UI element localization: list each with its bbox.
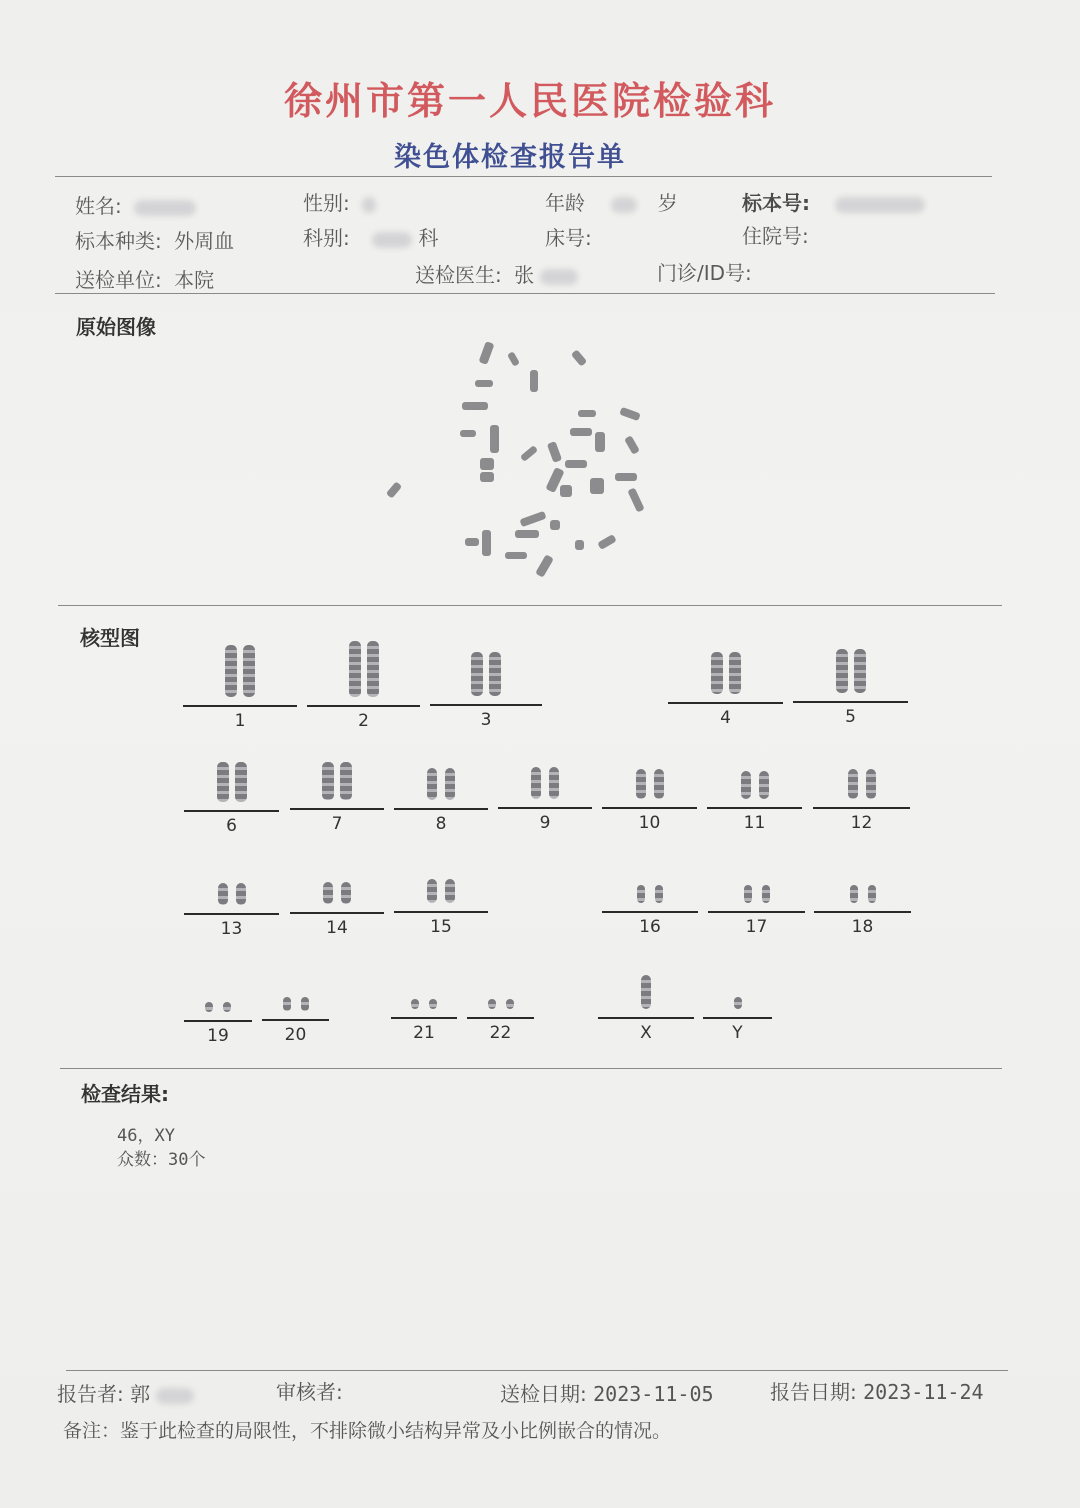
sex-label: 性别: bbox=[303, 191, 350, 215]
original-image-heading: 原始图像 bbox=[76, 315, 156, 339]
karyotype-baseline bbox=[598, 1017, 694, 1019]
chromosome-number: 15 bbox=[430, 917, 452, 937]
age-unit: 岁 bbox=[657, 191, 678, 215]
karyotype-baseline bbox=[391, 1017, 457, 1019]
karyotype-baseline bbox=[707, 807, 802, 809]
reporter-field bbox=[57, 1378, 194, 1407]
report-date-field bbox=[770, 1376, 984, 1405]
chromosome bbox=[655, 885, 663, 903]
chromosome-number: 20 bbox=[284, 1025, 307, 1045]
dept-field bbox=[303, 222, 438, 251]
image-divider bbox=[58, 605, 1002, 606]
karyotype-baseline bbox=[290, 808, 384, 810]
chromosome bbox=[301, 997, 309, 1011]
chromosome bbox=[225, 645, 237, 697]
chromosome bbox=[866, 769, 876, 799]
chromosome-number: 16 bbox=[639, 917, 661, 937]
reviewer-label: 审核者: bbox=[276, 1380, 343, 1404]
chromosome bbox=[445, 879, 455, 903]
chromosome-number: 2 bbox=[358, 711, 369, 731]
chromosome-number: Y bbox=[732, 1023, 743, 1043]
header-divider bbox=[55, 176, 992, 177]
redacted-reporter bbox=[156, 1388, 194, 1404]
patient-name-label: 姓名: bbox=[75, 194, 122, 218]
chromosome bbox=[236, 883, 246, 905]
chromosome bbox=[729, 652, 741, 694]
chromosome bbox=[429, 999, 437, 1009]
specimen-no-field bbox=[742, 187, 925, 216]
hospital-title: 徐州市第一人民医院检验科 bbox=[283, 78, 776, 123]
chromosome bbox=[427, 879, 437, 903]
chromosome bbox=[637, 885, 645, 903]
chromosome-number: 4 bbox=[720, 708, 731, 728]
chromosome bbox=[711, 652, 723, 694]
karyotype-baseline bbox=[184, 810, 279, 812]
chromosome-number: 12 bbox=[850, 813, 873, 833]
karyotype-baseline bbox=[184, 1020, 252, 1022]
chromosome-number: 6 bbox=[226, 816, 237, 836]
chromosome-number: X bbox=[640, 1023, 652, 1043]
sent-date-field bbox=[500, 1378, 714, 1407]
chromosome-number: 17 bbox=[745, 917, 768, 937]
modal-count: 众数：30个 bbox=[117, 1150, 206, 1170]
chromosome bbox=[506, 999, 514, 1009]
chromosome bbox=[488, 999, 496, 1009]
chromosome-number: 10 bbox=[638, 813, 661, 833]
karyotype-result: 46，XY bbox=[117, 1126, 175, 1146]
karyotype-divider bbox=[60, 1068, 1002, 1069]
chromosome bbox=[489, 652, 501, 696]
chromosome bbox=[549, 767, 559, 799]
chromosome bbox=[759, 771, 769, 799]
karyotype-baseline bbox=[394, 808, 488, 810]
chromosome-number: 1 bbox=[234, 711, 246, 731]
karyotype-baseline bbox=[602, 807, 697, 809]
chromosome-number: 3 bbox=[480, 710, 492, 730]
specimen-type-value: 外周血 bbox=[174, 229, 235, 253]
chromosome bbox=[341, 882, 351, 904]
chromosome bbox=[762, 885, 770, 903]
chromosome bbox=[531, 767, 541, 799]
outpatient-label: 门诊/ID号: bbox=[657, 261, 752, 285]
chromosome bbox=[243, 645, 255, 697]
outpatient-field bbox=[657, 257, 758, 286]
karyotype-baseline bbox=[467, 1017, 534, 1019]
specimen-type-field bbox=[75, 225, 234, 254]
chromosome bbox=[848, 769, 858, 799]
chromosome bbox=[741, 771, 751, 799]
karyotype-heading: 核型图 bbox=[80, 626, 140, 650]
doctor-surname: 张 bbox=[514, 263, 535, 287]
doctor-field bbox=[415, 259, 578, 288]
chromosome bbox=[205, 1002, 213, 1012]
karyotype-baseline bbox=[290, 912, 384, 914]
karyotype-baseline bbox=[813, 807, 910, 809]
chromosome bbox=[340, 762, 352, 800]
patient-name-field bbox=[75, 190, 196, 219]
specimen-no-label: 标本号: bbox=[742, 191, 810, 215]
metaphase-spread-image bbox=[370, 330, 670, 600]
reviewer-field bbox=[276, 1376, 343, 1405]
unit-label: 送检单位: bbox=[75, 268, 162, 292]
bed-field bbox=[545, 222, 598, 251]
redacted-sex bbox=[362, 197, 376, 213]
redacted-name bbox=[134, 200, 196, 216]
chromosome bbox=[654, 769, 664, 799]
karyotype-baseline bbox=[668, 702, 783, 704]
chromosome bbox=[349, 641, 361, 697]
chromosome-number: 21 bbox=[413, 1023, 435, 1043]
karyotype-baseline bbox=[814, 911, 911, 913]
chromosome bbox=[323, 882, 333, 904]
chromosome-number: 14 bbox=[326, 918, 348, 938]
chromosome bbox=[734, 997, 742, 1009]
chromosome bbox=[427, 768, 437, 800]
chromosome-number: 22 bbox=[489, 1023, 512, 1043]
chromosome-number: 18 bbox=[851, 917, 874, 937]
result-heading: 检查结果: bbox=[81, 1082, 169, 1106]
redacted-dept bbox=[372, 232, 412, 248]
specimen-type-label: 标本种类: bbox=[75, 229, 162, 253]
chromosome bbox=[322, 762, 334, 800]
chromosome bbox=[445, 768, 455, 800]
karyotype-baseline bbox=[184, 913, 279, 915]
chromosome-number: 9 bbox=[539, 813, 551, 833]
karyotype-baseline bbox=[183, 705, 297, 707]
info-divider bbox=[55, 293, 995, 294]
chromosome bbox=[850, 885, 858, 903]
sex-field bbox=[303, 187, 376, 216]
reporter-surname: 郭 bbox=[130, 1382, 151, 1406]
chromosome bbox=[411, 999, 419, 1009]
inpatient-field bbox=[742, 220, 815, 249]
karyotype-baseline bbox=[703, 1017, 772, 1019]
age-field bbox=[545, 187, 678, 216]
chromosome bbox=[217, 762, 229, 802]
chromosome-number: 13 bbox=[220, 919, 243, 939]
remark-note: 备注：鉴于此检查的局限性，不排除微小结构异常及小比例嵌合的情况。 bbox=[63, 1420, 672, 1442]
report-title: 染色体检查报告单 bbox=[394, 142, 626, 173]
chromosome-number: 19 bbox=[207, 1026, 229, 1046]
bed-label: 床号: bbox=[545, 226, 592, 250]
karyotype-baseline bbox=[262, 1019, 329, 1021]
chromosome bbox=[367, 641, 379, 697]
redacted-doctor bbox=[540, 269, 578, 285]
inpatient-label: 住院号: bbox=[742, 224, 809, 248]
footer-divider bbox=[66, 1370, 1008, 1371]
karyotype-baseline bbox=[793, 701, 908, 703]
dept-label: 科别: bbox=[303, 226, 350, 250]
redacted-age bbox=[611, 197, 637, 213]
dept-suffix: 科 bbox=[418, 226, 439, 250]
chromosome bbox=[471, 652, 483, 696]
chromosome bbox=[641, 975, 651, 1009]
age-label: 年龄 bbox=[545, 191, 585, 215]
chromosome bbox=[283, 997, 291, 1011]
unit-value: 本院 bbox=[174, 268, 215, 292]
unit-field bbox=[75, 264, 214, 293]
doctor-label: 送检医生: bbox=[415, 263, 502, 287]
karyotype-baseline bbox=[430, 704, 542, 706]
karyotype-baseline bbox=[498, 807, 592, 809]
chromosome-number: 5 bbox=[845, 707, 856, 727]
chromosome-number: 8 bbox=[435, 814, 447, 834]
karyotype-baseline bbox=[602, 911, 698, 913]
chromosome bbox=[235, 762, 247, 802]
sent-date-value: 2023-11-05 bbox=[593, 1382, 714, 1406]
chromosome bbox=[868, 885, 876, 903]
chromosome bbox=[854, 649, 866, 693]
chromosome-number: 7 bbox=[331, 814, 343, 834]
chromosome bbox=[744, 885, 752, 903]
reporter-label: 报告者: bbox=[57, 1382, 124, 1406]
chromosome bbox=[223, 1002, 231, 1012]
redacted-specimen-no bbox=[835, 197, 925, 213]
chromosome bbox=[636, 769, 646, 799]
report-date-label: 报告日期: bbox=[770, 1380, 857, 1404]
karyotype-baseline bbox=[708, 911, 805, 913]
karyotype-baseline bbox=[307, 705, 420, 707]
chromosome bbox=[218, 883, 228, 905]
karyotype-baseline bbox=[394, 911, 488, 913]
chromosome bbox=[836, 649, 848, 693]
sent-date-label: 送检日期: bbox=[500, 1382, 587, 1406]
report-date-value: 2023-11-24 bbox=[863, 1380, 984, 1404]
chromosome-number: 11 bbox=[743, 813, 766, 833]
